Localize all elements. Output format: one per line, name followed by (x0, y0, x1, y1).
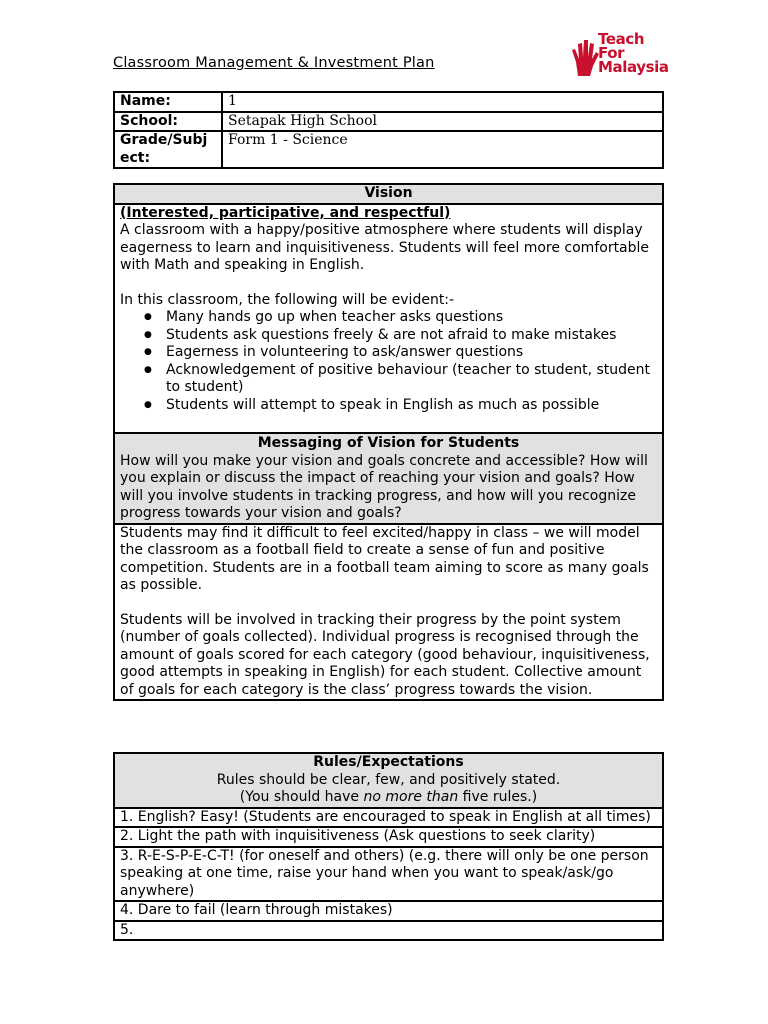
document-title: Classroom Management & Investment Plan (113, 55, 435, 71)
rules-header-cell (114, 753, 663, 808)
name-value: 1 (222, 92, 663, 112)
messaging-header-cell (114, 433, 663, 524)
grade-subject-label: Grade/Subj ect: (114, 131, 222, 168)
logo-line-for: For (598, 44, 625, 62)
school-value: Setapak High School (222, 112, 663, 132)
rules-limit-emphasis: no more than (363, 789, 459, 805)
vision-table (113, 183, 664, 701)
rules-limit-pre: (You should have (239, 789, 364, 805)
rule-row: 5. (114, 921, 663, 941)
grade-subject-value: Form 1 - Science (222, 131, 663, 168)
list-item: ● Acknowledgement of positive behaviour (teacher to student, student to student) (166, 362, 657, 397)
rules-limit-note (120, 789, 657, 807)
logo-line-malaysia: Malaysia (598, 58, 669, 76)
teach-for-malaysia-logo (570, 30, 694, 82)
list-item: ● Students will attempt to speak in English as much as possible (166, 397, 657, 415)
info-table (113, 91, 664, 169)
vision-header: Vision (114, 184, 663, 204)
rules-table (113, 752, 664, 941)
rule-row: 4. Dare to fail (learn through mistakes) (114, 901, 663, 921)
name-label: Name: (114, 92, 222, 112)
hand-print-icon (570, 32, 600, 78)
messaging-answer-p1: Students may find it difficult to feel excited/happy in class – we will model the classroom as a football field to create a sense of fun and positive competition. Students are in a football team aiming to score as many goals as possible. (120, 524, 649, 593)
messaging-answer (114, 524, 663, 701)
vision-subtitle: (Interested, participative, and respectful) (120, 204, 451, 221)
logo-wordmark (598, 32, 669, 74)
info-row-school (114, 112, 663, 132)
list-item: ● Eagerness in volunteering to ask/answer questions (166, 344, 657, 362)
messaging-header: Messaging of Vision for Students (257, 435, 520, 451)
info-row-name (114, 92, 663, 112)
rule-row: 3. R-E-S-P-E-C-T! (for oneself and others) (e.g. there will only be one person speaking at one time, raise your hand when you want to speak/ask/go anywhere) (114, 847, 663, 902)
messaging-prompt: How will you make your vision and goals concrete and accessible? How will you explain or discuss the impact of reaching your vision and goals? How will you involve students in tracking progress, and how will you recognize progress towards your vision and goals? (120, 452, 648, 521)
school-label: School: (114, 112, 222, 132)
logo-line-teach: Teach (598, 30, 645, 48)
vision-bullet-list (120, 309, 657, 414)
list-item: ● Many hands go up when teacher asks questions (166, 309, 657, 327)
rule-row: 2. Light the path with inquisitiveness (Ask questions to seek clarity) (114, 827, 663, 847)
rule-row: 1. English? Easy! (Students are encouraged to speak in English at all times) (114, 808, 663, 828)
vision-evident-intro: In this classroom, the following will be evident:- (120, 291, 455, 308)
vision-body (114, 204, 663, 434)
vision-intro: A classroom with a happy/positive atmosphere where students will display eagerness to learn and inquisitiveness. Students will feel more comfortable with Math and speaking in English. (120, 222, 650, 273)
rules-header: Rules/Expectations (313, 754, 464, 770)
rules-limit-post: five rules.) (458, 789, 538, 805)
rules-guideline: Rules should be clear, few, and positively stated. (216, 771, 561, 788)
info-row-grade (114, 131, 663, 168)
messaging-answer-p2: Students will be involved in tracking their progress by the point system (number of goals collected). Individual progress is recognised through the amount of goals scored for each category (good behaviour, inquisitiveness, good attempts in speaking in English) for each student. Collective amount of goals for each category is the class’ progress towards the vision. (120, 611, 650, 698)
list-item: ● Students ask questions freely & are not afraid to make mistakes (166, 327, 657, 345)
